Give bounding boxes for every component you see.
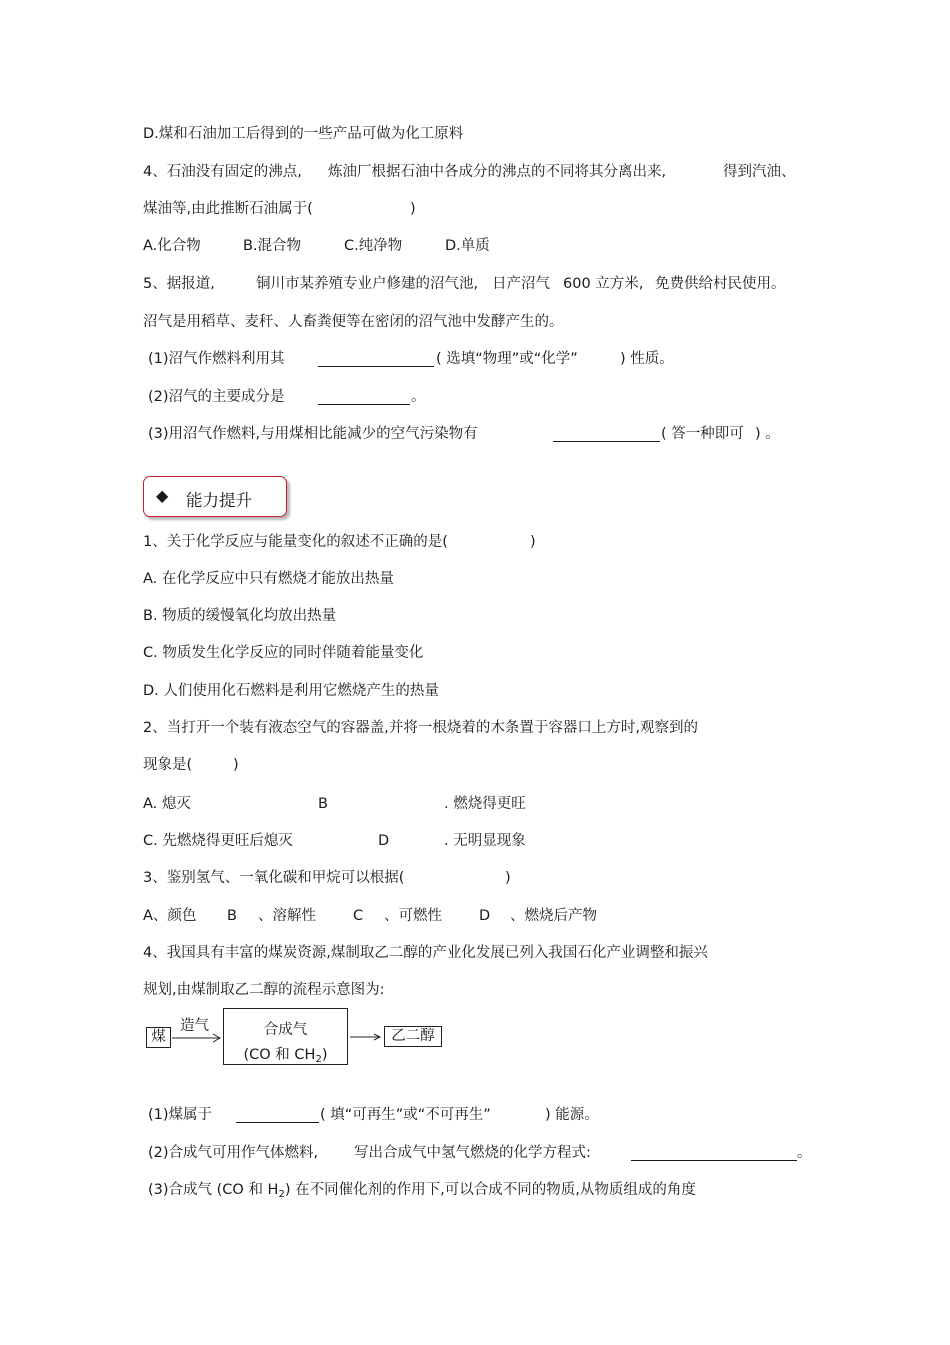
flow-coal-box (146, 1027, 171, 1048)
ab-q1-stem: 1、关于化学反应与能量变化的叙述不正确的是( (143, 534, 448, 550)
ab-q3-option-a: A、颜色 (143, 908, 197, 924)
ab-q2-line2: 现象是( (143, 757, 193, 773)
q5-sub3-c: ) 。 (755, 426, 780, 442)
ab-q1-option-c: C. 物质发生化学反应的同时伴随着能量变化 (143, 645, 424, 661)
ab-q4-sub1-blank[interactable] (236, 1108, 319, 1123)
flow-arrow-1 (172, 1030, 224, 1044)
q4-option-a: A.化合物 (143, 238, 201, 254)
ab-q2-option-a: A. 熄灭 (143, 796, 191, 812)
q5-sub2-blank[interactable] (318, 390, 410, 405)
ab-q2-option-b-text: . 燃烧得更旺 (444, 796, 526, 812)
ab-q1-option-b: B. 物质的缓慢氧化均放出热量 (143, 608, 337, 624)
ab-q2-line2-close: ) (233, 757, 239, 773)
ab-q4-sub2-b: 写出合成气中氢气燃烧的化学方程式: (354, 1145, 591, 1161)
ab-q3-option-b-letter: B (227, 908, 237, 924)
flow-syngas-title: 合成气 (263, 1022, 308, 1038)
flow-step-label: 造气 (180, 1018, 209, 1034)
q5-line2: 沼气是用稻草、麦秆、人畜粪便等在密闭的沼气池中发酵产生的。 (143, 314, 564, 330)
ab-q4-sub1-b: ( 填“可再生”或“不可再生” (320, 1107, 491, 1123)
q5-line1-d: 600 立方米, (563, 276, 644, 292)
q5-sub2-b: 。 (411, 389, 426, 405)
ab-q3-close: ) (505, 870, 511, 886)
ab-q4-line1: 4、我国具有丰富的煤炭资源,煤制取乙二醇的产业化发展已列入我国石化产业调整和振兴 (143, 945, 708, 961)
ab-q1-close: ) (530, 534, 536, 550)
q5-line1-a: 5、据报道, (143, 276, 215, 292)
diamond-icon: ◆ (156, 486, 169, 505)
q5-sub1-c: ) 性质。 (620, 351, 674, 367)
q4-line1-c: 得到汽油、 (723, 164, 796, 180)
ab-q4-sub3: (3)合成气 (CO 和 $H_2$) 在不同催化剂的作用下,可以合成不同的物质,从物质组成的角度 (148, 1182, 696, 1200)
ab-q3-stem: 3、鉴别氢气、一氧化碳和甲烷可以根据( (143, 870, 405, 886)
ab-q2-option-c: C. 先燃烧得更旺后熄灭 (143, 833, 293, 849)
flow-arrow-2 (348, 1030, 384, 1044)
q4-line1-b: 炼油厂根据石油中各成分的沸点的不同将其分离出来, (328, 164, 667, 180)
q4-option-d: D.单质 (445, 238, 490, 254)
q5-line1-b: 铜川市某养殖专业户修建的沼气池, (256, 276, 479, 292)
ab-q1-option-a: A. 在化学反应中只有燃烧才能放出热量 (143, 571, 394, 587)
ab-q4-sub2-a: (2)合成气可用作气体燃料, (148, 1145, 319, 1161)
flow-coal-label: 煤 (151, 1029, 166, 1045)
q5-sub3-b: ( 答一种即可 (661, 426, 744, 442)
ab-q2-option-d-letter: D (378, 833, 390, 849)
ab-q1-option-d: D. 人们使用化石燃料是利用它燃烧产生的热量 (143, 683, 439, 699)
flow-glycol-label: 乙二醇 (391, 1028, 435, 1044)
flow-syngas-detail: (CO 和 $CH_2$) (243, 1047, 328, 1065)
flow-syngas-box (223, 1008, 348, 1065)
q5-line1-e: 免费供给村民使用。 (655, 276, 786, 292)
q5-sub2-a: (2)沼气的主要成分是 (148, 389, 285, 405)
q3-option-d: D.煤和石油加工后得到的一些产品可做为化工原料 (143, 126, 464, 142)
section-badge (143, 476, 287, 517)
ab-q2-line1: 2、当打开一个装有液态空气的容器盖,并将一根烧着的木条置于容器口上方时,观察到的 (143, 720, 698, 736)
ab-q3-option-c-text: 、可燃性 (384, 908, 442, 924)
ab-q4-sub1-c: ) 能源。 (545, 1107, 599, 1123)
q4-line1-a: 4、石油没有固定的沸点, (143, 164, 302, 180)
ab-q4-sub1-a: (1)煤属于 (148, 1107, 213, 1123)
q4-line2: 煤油等,由此推断石油属于( (143, 201, 313, 217)
ab-q2-option-b-letter: B (318, 796, 328, 812)
q4-option-b: B.混合物 (243, 238, 302, 254)
ab-q3-option-c-letter: C (353, 908, 364, 924)
ab-q2-option-d-text: . 无明显现象 (444, 833, 526, 849)
q5-line1-c: 日产沼气 (492, 276, 550, 292)
flow-glycol-box (384, 1026, 442, 1047)
q5-sub1-a: (1)沼气作燃料利用其 (148, 351, 285, 367)
q5-sub1-blank[interactable] (318, 352, 434, 367)
ab-q3-option-d-text: 、燃烧后产物 (510, 908, 597, 924)
section-title: 能力提升 (186, 491, 252, 510)
ab-q3-option-b-text: 、溶解性 (258, 908, 316, 924)
q5-sub3-a: (3)用沼气作燃料,与用煤相比能减少的空气污染物有 (148, 426, 478, 442)
ab-q4-sub2-c: 。 (797, 1145, 812, 1161)
ab-q4-sub2-blank[interactable] (631, 1146, 797, 1161)
q5-sub3-blank[interactable] (553, 427, 660, 442)
ab-q4-line2: 规划,由煤制取乙二醇的流程示意图为: (143, 982, 385, 998)
q4-line2-close: ) (410, 201, 416, 217)
ab-q3-option-d-letter: D (479, 908, 491, 924)
q5-sub1-b: ( 选填“物理”或“化学” (436, 351, 578, 367)
q4-option-c: C.纯净物 (344, 238, 403, 254)
